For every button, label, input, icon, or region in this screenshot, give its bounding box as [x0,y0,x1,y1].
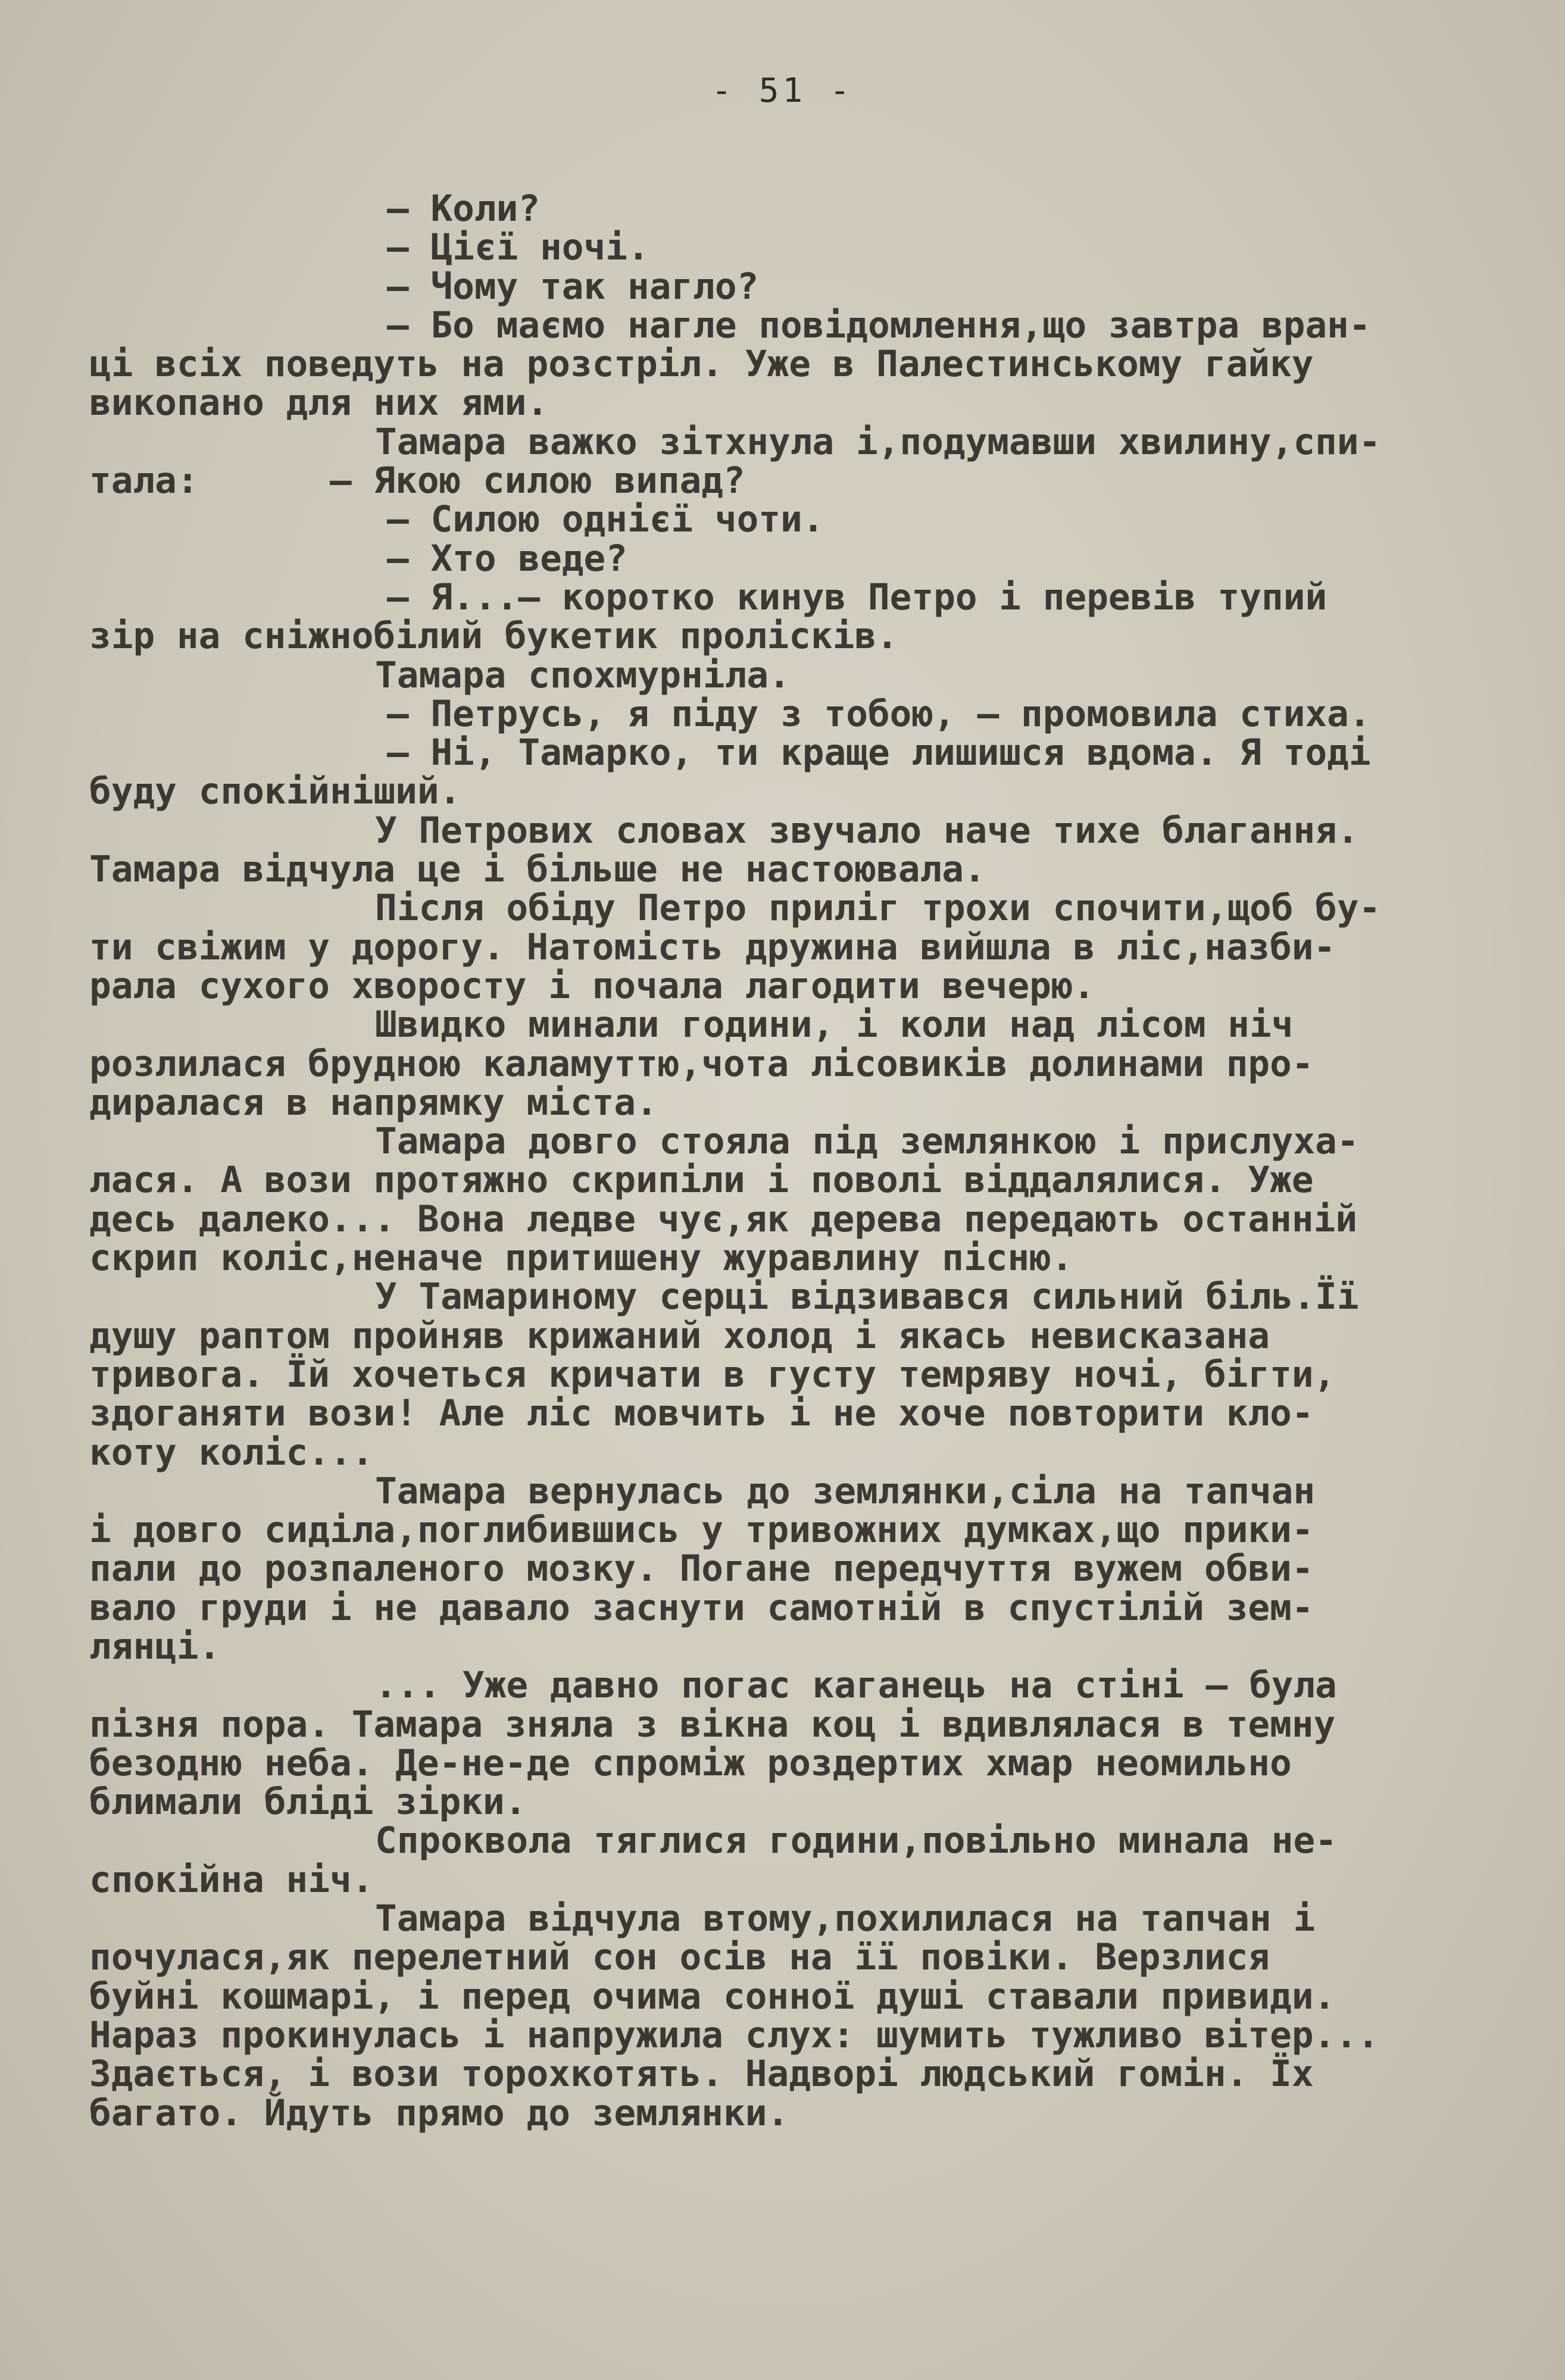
text-line: вало груди і не давало заснути самотній в спустілій зем- [89,1586,1314,1629]
text-line: Тамара вернулась до землянки,сіла на тапчан [375,1469,1316,1512]
text-line: Тамара відчула це і більше не настоювала. [89,848,986,891]
text-line: диралася в напрямку міста. [89,1081,658,1124]
text-line: безодню неба. Де-не-де спроміж роздертих хмар неомильно [89,1741,1292,1784]
text-line: Тамара відчула втому,похилилася на тапчан і [375,1897,1316,1940]
text-line: Тамара важко зітхнула і,подумавши хвилину,спи- [375,420,1381,463]
text-line: Швидко минали години, і коли над лісом ніч [375,1003,1294,1046]
text-line: рала сухого хворосту і почала лагодити вечерю. [89,964,1095,1007]
text-line: тривога. Їй хочеться кричати в густу темряву ночі, бігти, [89,1353,1336,1396]
text-line: пали до розпаленого мозку. Погане передчуття вужем обви- [89,1547,1314,1590]
text-line: пізня пора. Тамара зняла з вікна коц і вдивлялася в темну [89,1703,1336,1746]
text-line: почулася,як перелетний сон осів на її повіки. Верзлися [89,1936,1270,1979]
text-line: багато. Йдуть прямо до землянки. [89,2091,789,2134]
text-line: здоганяти вози! Але ліс мовчить і не хоче повторити кло- [89,1392,1314,1435]
text-line: Здається, і вози торохкотять. Надворі людський гомін. Їх [89,2053,1314,2096]
text-line: Нараз прокинулась і напружила слух: шумить тужливо вітер... [89,2013,1379,2056]
text-line: – Я...– коротко кинув Петро і перевів тупий [387,576,1327,618]
text-line: Спроквола тяглися години,повільно минала не- [375,1819,1337,1862]
text-line: ці всіх поведуть на розстріл. Уже в Палестинському гайку [89,343,1314,386]
text-line: – Силою однієї чоти. [387,498,824,541]
text-line: ... Уже давно погас каганець на стіні – була [375,1664,1337,1707]
text-line: коту коліс... [89,1431,374,1474]
text-line: і довго сиділа,поглибившись у тривожних думках,що прики- [89,1509,1314,1552]
text-line: – Ні, Тамарко, ти краще лишишся вдома. Я тоді [387,731,1371,774]
text-line: – Петрусь, я піду з тобою, – промовила стиха. [387,692,1371,735]
text-line: Тамара довго стояла під землянкою і прислуха- [375,1120,1359,1163]
text-line: У Петрових словах звучало наче тихе благання. [375,809,1359,852]
page-number: - 51 - [711,71,854,110]
text-line: розлилася брудною каламуттю,чота лісовиків долинами про- [89,1042,1314,1085]
text-line: душу раптом пройняв крижаний холод і якась невисказана [89,1314,1270,1357]
text-line: – Бо маємо нагле повідомлення,що завтра вран- [387,304,1371,346]
text-line: буду спокійніший. [89,770,461,813]
text-line: лася. А вози протяжно скрипіли і поволі віддалялися. Уже [89,1159,1314,1202]
text-line: буйні кошмарі, і перед очима сонної душі ставали привиди. [89,1975,1336,2018]
text-line: тала: – Якою силою випад? [89,459,745,502]
text-line: лянці. [89,1625,221,1668]
body-text [89,189,1482,2132]
text-line: викопано для них ями. [89,381,549,424]
text-line: – Коли? [387,187,541,230]
text-line: Тамара спохмурніла. [375,653,791,696]
text-line: Після обіду Петро приліг трохи спочити,щоб бу- [375,887,1381,930]
text-line: – Цієї ночі. [387,226,649,269]
text-line: спокійна ніч. [89,1858,374,1901]
text-line: У Тамариному серці відзивався сильний біль.Її [375,1275,1359,1318]
text-line: блимали бліді зірки. [89,1781,527,1824]
text-line: зір на сніжнобілий букетик пролісків. [89,615,898,658]
text-line: скрип коліс,неначе притишену журавлину пісню. [89,1237,1073,1280]
text-line: – Хто веде? [387,537,627,580]
text-line: – Чому так наглo? [387,265,759,308]
text-line: ти свіжим у дорогу. Натомість дружина вийшла в ліс,назби- [89,925,1336,968]
text-line: десь далеко... Вона ледве чує,як дерева передають останній [89,1197,1358,1240]
